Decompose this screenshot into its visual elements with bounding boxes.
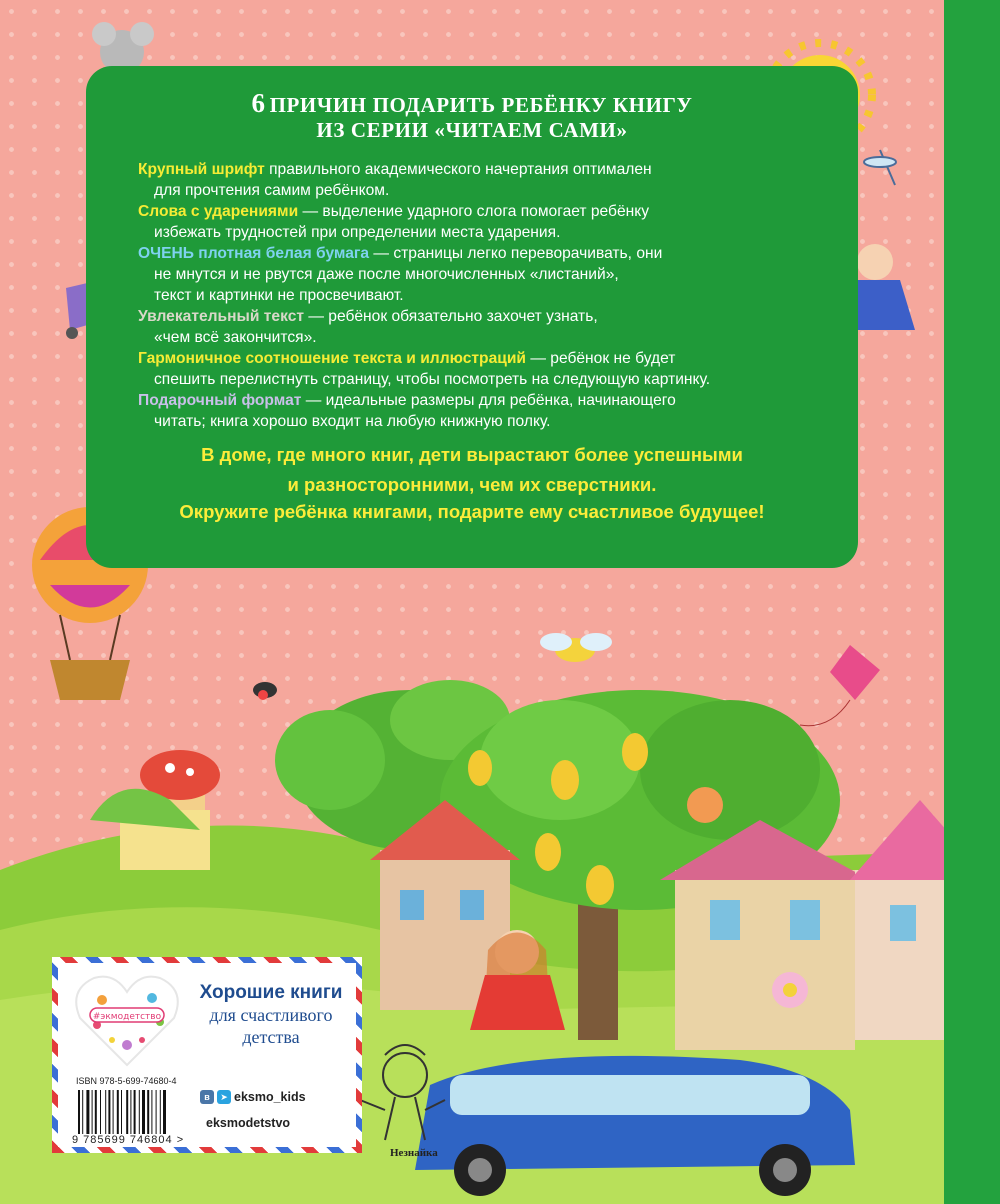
daisy-icon (772, 972, 808, 1008)
barcode-number: 9 785699 746804 > (72, 1134, 185, 1146)
social-links (200, 1087, 306, 1107)
vk-icon: в (200, 1090, 214, 1104)
reason-highlight: ОЧЕНЬ плотная белая бумага (138, 245, 370, 262)
reason-text: для прочтения самим ребёнком. (154, 182, 390, 199)
reason-text: «чем всё закончится». (154, 329, 317, 346)
barcode-icon (76, 1090, 188, 1134)
slogan-future: Окружите ребёнка книгами, подарите ему счастливое будущее! (179, 501, 765, 522)
telegram-icon: ➤ (217, 1090, 231, 1104)
reason-item: Крупный шрифт правильного академического начертания оптимален для прочтения самим ребёнком. (138, 159, 818, 201)
reason-highlight: Гармоничное соотношение текста и иллюстраций (138, 350, 527, 367)
hashtag-text: #экмодетство (92, 1012, 162, 1022)
bee-icon (540, 633, 612, 662)
reason-text: текст и картинки не просвечивают. (154, 287, 404, 304)
reason-text: читать; книга хорошо входит на любую книжную полку. (154, 413, 551, 430)
character-caption: Незнайка (390, 1147, 438, 1159)
heart-logo-icon (72, 970, 182, 1070)
heading-number: 6 (251, 88, 266, 118)
reason-highlight: Увлекательный текст (138, 308, 305, 325)
panel-heading-line2: ИЗ СЕРИИ «ЧИТАЕМ САМИ» (316, 118, 628, 142)
panel-heading-line1: 6 ПРИЧИН ПОДАРИТЬ РЕБЁНКУ КНИГУ (251, 88, 693, 118)
social-handle[interactable]: в ➤ eksmo_kids (200, 1087, 306, 1107)
reason-highlight: Слова с ударениями (138, 203, 299, 220)
reason-item: Увлекательный текст — ребёнок обязательно захочет узнать, «чем всё закончится». (138, 306, 818, 348)
website-link[interactable]: eksmodetstvo (206, 1116, 291, 1130)
book-spine (944, 0, 1000, 1204)
reasons-list (138, 159, 818, 432)
reason-item: ОЧЕНЬ плотная белая бумага — страницы легко переворачивать, они не мнутся и не рвутся даже после многочисленных «листаний», текст и картинки не просвечивают. (138, 243, 818, 306)
reason-item: Подарочный формат — идеальные размеры для ребёнка, начинающего читать; книга хорошо входит на любую книжную полку. (138, 390, 818, 432)
kite-icon (800, 645, 880, 726)
reason-text: не мнутся и не рвутся даже после многочисленных «листаний», (154, 266, 619, 283)
reasons-panel (86, 66, 858, 568)
bird-icon (253, 682, 277, 700)
reason-text: избежать трудностей при определении места ударения. (154, 224, 561, 241)
reason-item: Гармоничное соотношение текста и иллюстраций — ребёнок не будет спешить перелистнуть страницу, чтобы посмотреть на следующую картинку. (138, 348, 818, 390)
reason-item: Слова с ударениями — выделение ударного слога помогает ребёнку избежать трудностей при определении места ударения. (138, 201, 818, 243)
reason-highlight: Подарочный формат (138, 392, 302, 409)
slogan-success: В доме, где много книг, дети вырастают более успешными и разносторонними, чем их сверстники. (201, 444, 743, 495)
reason-text: спешить перелистнуть страницу, чтобы посмотреть на следующую картинку. (154, 371, 711, 388)
dragonfly-icon (864, 150, 896, 185)
isbn: ISBN 978-5-699-74680-4 (76, 1076, 177, 1086)
reason-highlight: Крупный шрифт (138, 161, 265, 178)
publisher-slogan: Хорошие книги для счастливого детства (199, 982, 343, 1047)
